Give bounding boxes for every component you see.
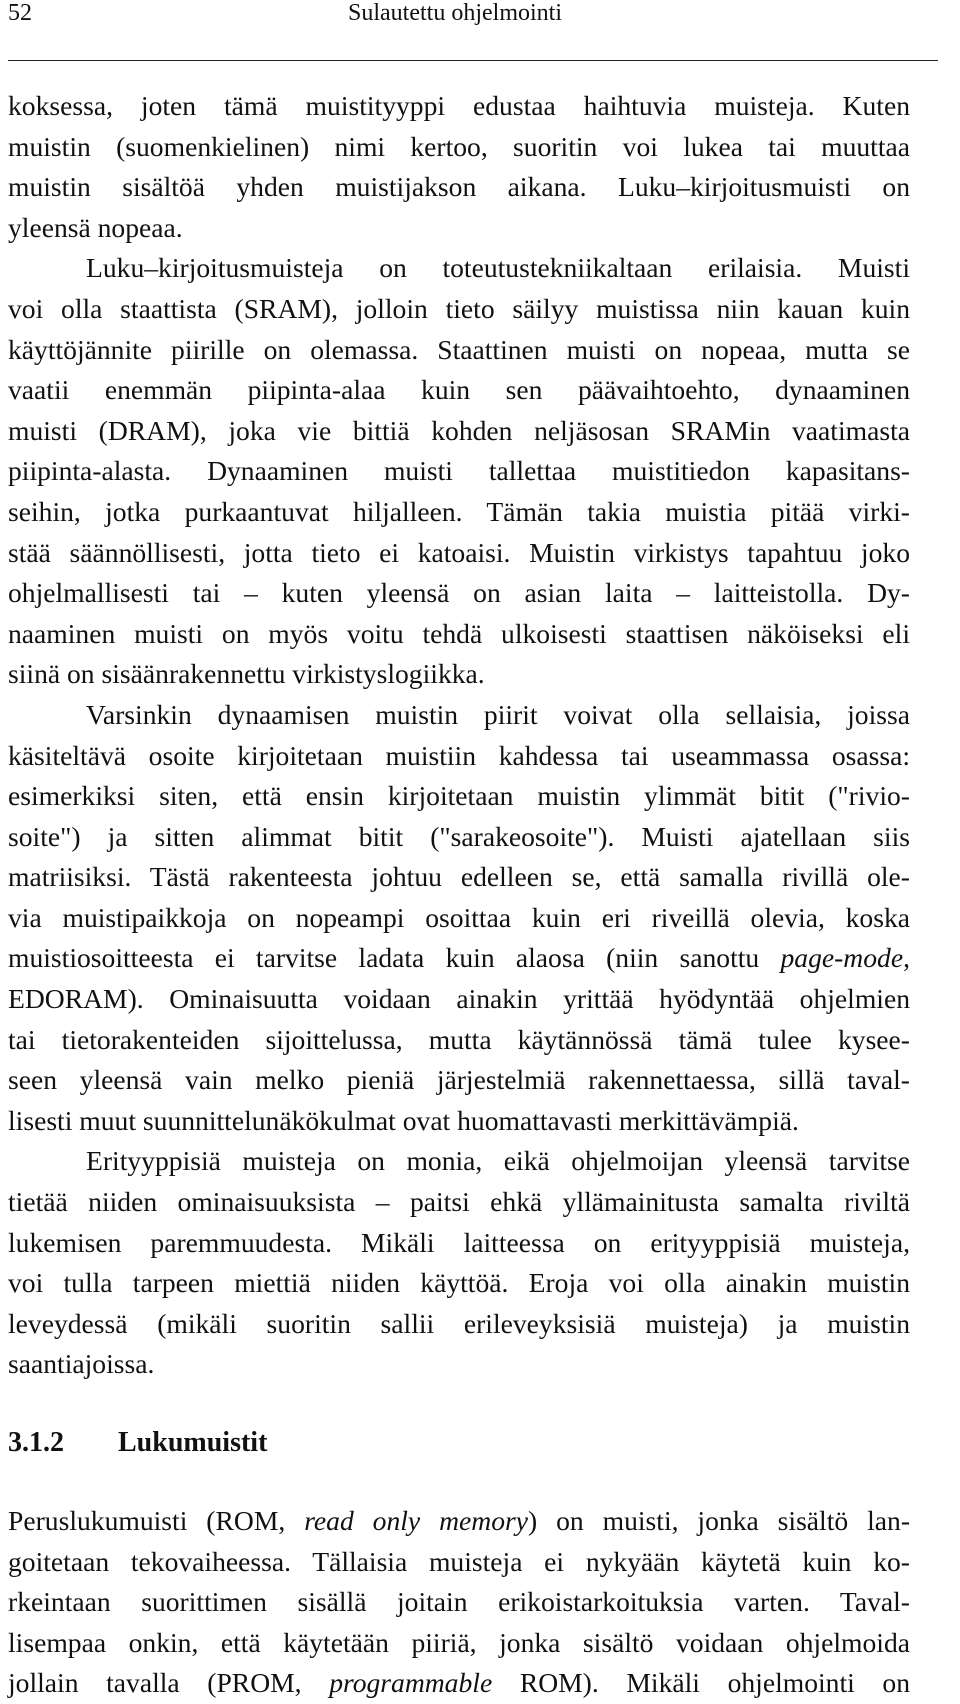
- text-line: muistin sisältöä yhden muistijakson aikana. Luku–kirjoitusmuisti on: [8, 171, 910, 203]
- text-line: [8, 1501, 910, 1542]
- text-line: ohjelmallisesti tai – kuten yleensä on asian laita – laitteistolla. Dy-: [8, 577, 910, 609]
- text-line: naaminen muisti on myös voitu tehdä ulkoisesti staattisen näköiseksi eli: [8, 617, 910, 649]
- page-body: [8, 86, 910, 1704]
- text-line: EDORAM). Ominaisuutta voidaan ainakin yrittää hyödyntää ohjelmien: [8, 983, 910, 1015]
- text-line: seihin, jotka purkaantuvat hiljalleen. Tämän takia muistia pitää virki-: [8, 495, 910, 527]
- text-line: goitetaan tekovaiheessa. Tällaisia muisteja ei nykyään käytetä kuin ko-: [8, 1545, 910, 1577]
- text-line: tai tietorakenteiden sijoittelussa, mutta käytännössä tämä tulee kysee-: [8, 1023, 910, 1055]
- text-line: piipinta-alasta. Dynaaminen muisti tallettaa muistitiedon kapasitans-: [8, 455, 910, 487]
- text-line: yleensä nopeaa.: [8, 211, 183, 243]
- text-line: muisti (DRAM), joka vie bittiä kohden neljäsosan SRAMin vaatimasta: [8, 414, 910, 446]
- italic-term: read only memory: [304, 1505, 528, 1536]
- italic-term: programmable: [329, 1667, 493, 1699]
- text-line: [8, 1663, 910, 1704]
- text-line: koksessa, joten tämä muistityyppi edustaa haihtuvia muisteja. Kuten: [8, 90, 910, 121]
- paragraph-2: [8, 248, 910, 695]
- text-run: ) on muisti, jonka sisältö lan-: [527, 1505, 911, 1536]
- section-heading: [8, 1423, 910, 1463]
- paragraph-1: [8, 86, 910, 248]
- text-line: seen yleensä vain melko pieniä järjestelmiä rakennettaessa, sillä taval-: [8, 1064, 910, 1096]
- text-line: Varsinkin dynaamisen muistin piirit voivat olla sellaisia, joissa: [86, 698, 910, 730]
- text-run: muistiosoitteesta ei tarvitse ladata kuin alaosa (niin sanottu: [8, 942, 781, 974]
- text-line: lukemisen paremmuudesta. Mikäli laitteessa on erityyppisiä muisteja,: [8, 1226, 910, 1258]
- text-line: rkeintaan suorittimen sisällä joitain erikoistarkoituksia varten. Taval-: [8, 1586, 910, 1618]
- text-line: [8, 938, 910, 979]
- paragraph-4: [8, 1141, 910, 1385]
- italic-term: page-mode: [780, 942, 904, 974]
- text-run: ROM). Mikäli ohjelmointi on: [492, 1667, 911, 1699]
- text-line: stää säännöllisesti, jotta tieto ei katoaisi. Muistin virkistys tapahtuu joko: [8, 536, 910, 568]
- text-line: saantiajoissa.: [8, 1348, 155, 1380]
- page-header: [8, 0, 938, 38]
- text-line: tietää niiden ominaisuuksista – paitsi ehkä yllämainitusta samalta riviltä: [8, 1186, 910, 1218]
- text-line: lisesti muut suunnittelunäkökulmat ovat huomattavasti merkittävämpiä.: [8, 1104, 799, 1136]
- text-line: lisempaa onkin, että käytetään piiriä, jonka sisältö voidaan ohjelmoida: [8, 1626, 910, 1658]
- text-line: siinä on sisäänrakennettu virkistyslogiikka.: [8, 658, 485, 690]
- text-line: soite") ja sitten alimmat bitit ("sarakeosoite"). Muisti ajatellaan siis: [8, 820, 910, 852]
- text-run: ,: [903, 942, 910, 974]
- paragraph-rom: [8, 1501, 910, 1704]
- text-line: leveydessä (mikäli suoritin sallii erileveyksisiä muisteja) ja muistin: [8, 1307, 910, 1339]
- text-line: voi tulla tarpeen miettiä niiden käyttöä. Eroja voi olla ainakin muistin: [8, 1267, 910, 1299]
- text-line: vaatii enemmän piipinta-alaa kuin sen päävaihtoehto, dynaaminen: [8, 374, 910, 406]
- text-line: käsiteltävä osoite kirjoitetaan muistiin kahdessa tai useammassa osassa:: [8, 739, 910, 771]
- text-line: via muistipaikkoja on nopeampi osoittaa kuin eri riveillä olevia, koska: [8, 901, 910, 933]
- page-number: 52: [8, 0, 32, 26]
- section-number: 3.1.2: [8, 1427, 64, 1458]
- section-title: Lukumuistit: [118, 1427, 268, 1458]
- text-line: muistin (suomenkielinen) nimi kertoo, suoritin voi lukea tai muuttaa: [8, 130, 910, 162]
- text-line: matriisiksi. Tästä rakenteesta johtuu edelleen se, että samalla rivillä ole-: [8, 861, 910, 893]
- text-run: jollain tavalla (PROM,: [8, 1667, 330, 1699]
- running-title: Sulautettu ohjelmointi: [348, 0, 562, 26]
- text-line: käyttöjännite piirille on olemassa. Staattinen muisti on nopeaa, mutta se: [8, 333, 910, 365]
- text-line: Erityyppisiä muisteja on monia, eikä ohjelmoijan yleensä tarvitse: [86, 1145, 910, 1177]
- paragraph-3: [8, 695, 910, 1142]
- text-line: voi olla staattista (SRAM), jolloin tieto säilyy muistissa niin kauan kuin: [8, 292, 910, 324]
- header-rule: [8, 60, 938, 61]
- text-line: esimerkiksi siten, että ensin kirjoitetaan muistin ylimmät bitit ("rivio-: [8, 780, 910, 812]
- text-line: Luku–kirjoitusmuisteja on toteutustekniikaltaan erilaisia. Muisti: [86, 252, 910, 284]
- text-run: Peruslukumuisti (ROM,: [8, 1505, 305, 1536]
